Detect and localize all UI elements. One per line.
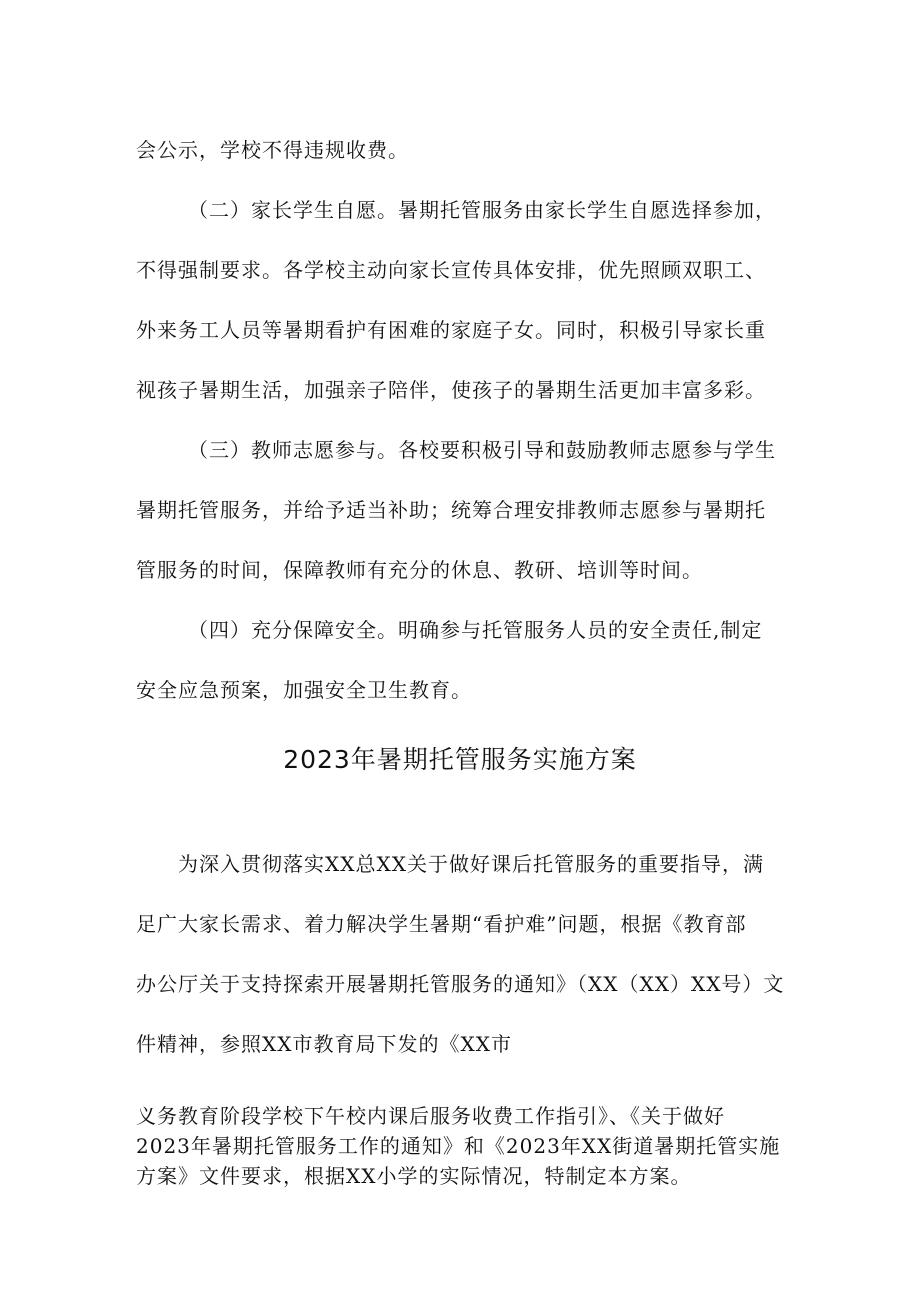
document-title: 2023年暑期托管服务实施方案 xyxy=(283,745,637,774)
paragraph-line: （二）家长学生自愿。暑期托管服务由家长学生自愿选择参加， xyxy=(188,198,776,222)
paragraph-line: 外来务工人员等暑期看护有困难的家庭子女。同时，积极引导家长重 xyxy=(136,318,766,342)
paragraph-line: 义务教育阶段学校下午校内课后服务收费工作指引》、《关于做好 xyxy=(136,1104,725,1128)
paragraph-line: 方案》文件要求，根据XX小学的实际情况，特制定本方案。 xyxy=(136,1164,692,1188)
paragraph-line: 办公厅关于支持探索开展暑期托管服务的通知》（XX（XX）XX号）文 xyxy=(136,972,785,996)
paragraph-line: 为深入贯彻落实XX总XX关于做好课后托管服务的重要指导，满 xyxy=(178,852,764,876)
paragraph-line: 足广大家长需求、着力解决学生暑期“看护难”问题，根据《教育部 xyxy=(136,912,747,936)
paragraph-line: 会公示，学校不得违规收费。 xyxy=(136,138,409,162)
paragraph-line: 件精神，参照XX市教育局下发的《XX市 xyxy=(136,1032,512,1056)
paragraph-line: 不得强制要求。各学校主动向家长宣传具体安排，优先照顾双职工、 xyxy=(136,258,766,282)
paragraph-line: 暑期托管服务，并给予适当补助；统筹合理安排教师志愿参与暑期托 xyxy=(136,498,766,522)
paragraph-line: 视孩子暑期生活，加强亲子陪伴，使孩子的暑期生活更加丰富多彩。 xyxy=(136,378,766,402)
paragraph-line: 2023年暑期托管服务工作的通知》和《2023年XX街道暑期托管实施 xyxy=(136,1134,781,1158)
paragraph-line: 安全应急预案，加强安全卫生教育。 xyxy=(136,678,472,702)
paragraph-line: （三）教师志愿参与。各校要积极引导和鼓励教师志愿参与学生 xyxy=(188,438,776,462)
paragraph-line: 管服务的时间，保障教师有充分的休息、教研、培训等时间。 xyxy=(136,558,703,582)
paragraph-line: （四）充分保障安全。明确参与托管服务人员的安全责任,制定 xyxy=(188,618,763,642)
